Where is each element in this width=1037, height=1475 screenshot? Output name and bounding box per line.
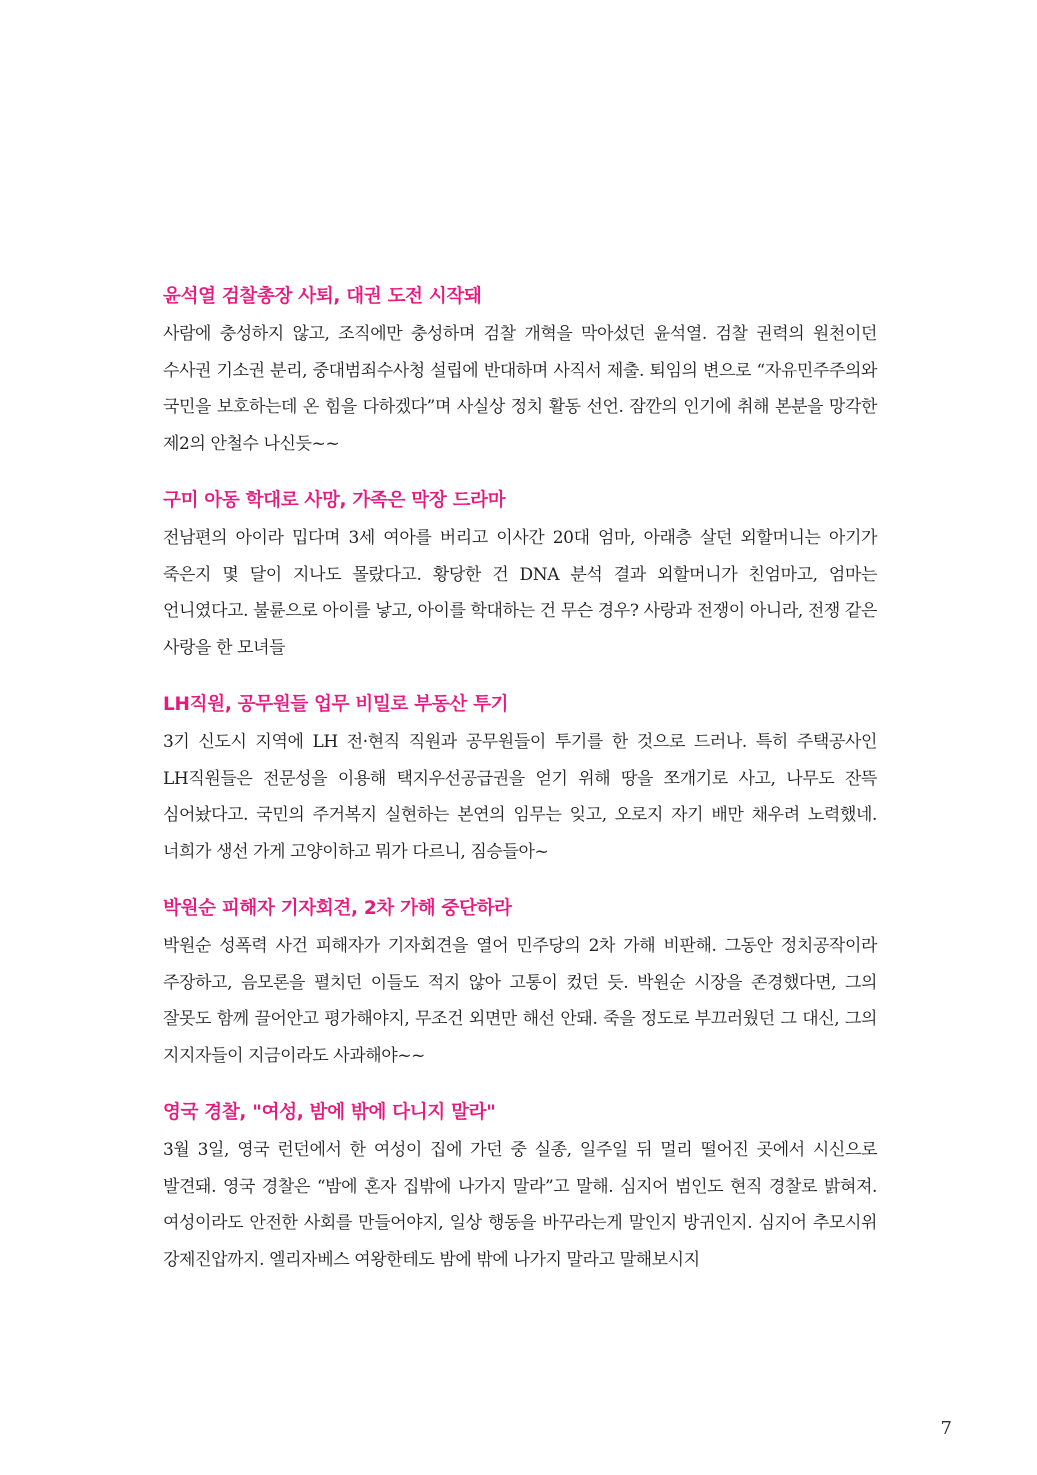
article-body: 3기 신도시 지역에 LH 전·현직 직원과 공무원들이 투기를 한 것으로 드러나. 특히 주택공사인 LH직원들은 전문성을 이용해 택지우선공급권을 얻기 위해 땅을 쪼개기로 사고, 나무도 잔뜩 심어놨다고. 국민의 주거복지 실현하는 본연의 임무는 잊고, 오로지 자기 배만 채우려 노력했네. 너희가 생선 가게 고양이하고 뭐가 다르니, 짐승들아~ [163, 732, 877, 862]
article-section [163, 1098, 877, 1278]
article-list [163, 282, 877, 1302]
article-section [163, 486, 877, 666]
article-body: 사람에 충성하지 않고, 조직에만 충성하며 검찰 개혁을 막아섰던 윤석열. 검찰 권력의 원천이던 수사권 기소권 분리, 중대범죄수사청 설립에 반대하며 사직서 제출. 퇴임의 변으로 “자유민주주의와 국민을 보호하는데 온 힘을 다하겠다”며 사실상 정치 활동 선언. 잠깐의 인기에 취해 본분을 망각한 제2의 안철수 나신듯~~ [163, 324, 877, 454]
article-title: LH직원, 공무원들 업무 비밀로 부동산 투기 [163, 694, 509, 715]
article-section [163, 894, 877, 1074]
article-title: 윤석열 검찰총장 사퇴, 대권 도전 시작돼 [163, 286, 482, 307]
article-section [163, 282, 877, 462]
page-number: 7 [940, 1418, 952, 1439]
article-body: 전남편의 아이라 밉다며 3세 여아를 버리고 이사간 20대 엄마, 아래층 살던 외할머니는 아기가 죽은지 몇 달이 지나도 몰랐다고. 황당한 건 DNA 분석 결과 외할머니가 친엄마고, 엄마는 언니였다고. 불륜으로 아이를 낳고, 아이를 학대하는 건 무슨 경우? 사랑과 전쟁이 아니라, 전쟁 같은 사랑을 한 모녀들 [163, 528, 877, 658]
article-body: 박원순 성폭력 사건 피해자가 기자회견을 열어 민주당의 2차 가해 비판해. 그동안 정치공작이라 주장하고, 음모론을 펼치던 이들도 적지 않아 고통이 컸던 듯. 박원순 시장을 존경했다면, 그의 잘못도 함께 끌어안고 평가해야지, 무조건 외면만 해선 안돼. 죽을 정도로 부끄러웠던 그 대신, 그의 지지자들이 지금이라도 사과해야~~ [163, 936, 877, 1066]
article-title: 박원순 피해자 기자회견, 2차 가해 중단하라 [163, 898, 512, 919]
article-title: 구미 아동 학대로 사망, 가족은 막장 드라마 [163, 490, 506, 511]
article-title: 영국 경찰, "여성, 밤에 밖에 다니지 말라" [163, 1102, 496, 1123]
article-body: 3월 3일, 영국 런던에서 한 여성이 집에 가던 중 실종, 일주일 뒤 멀리 떨어진 곳에서 시신으로 발견돼. 영국 경찰은 “밤에 혼자 집밖에 나가지 말라”고 말해. 심지어 범인도 현직 경찰로 밝혀져. 여성이라도 안전한 사회를 만들어야지, 일상 행동을 바꾸라는게 말인지 방귀인지. 심지어 추모시위 강제진압까지. 엘리자베스 여왕한테도 밤에 밖에 나가지 말라고 말해보시지 [163, 1140, 877, 1270]
article-section [163, 690, 877, 870]
